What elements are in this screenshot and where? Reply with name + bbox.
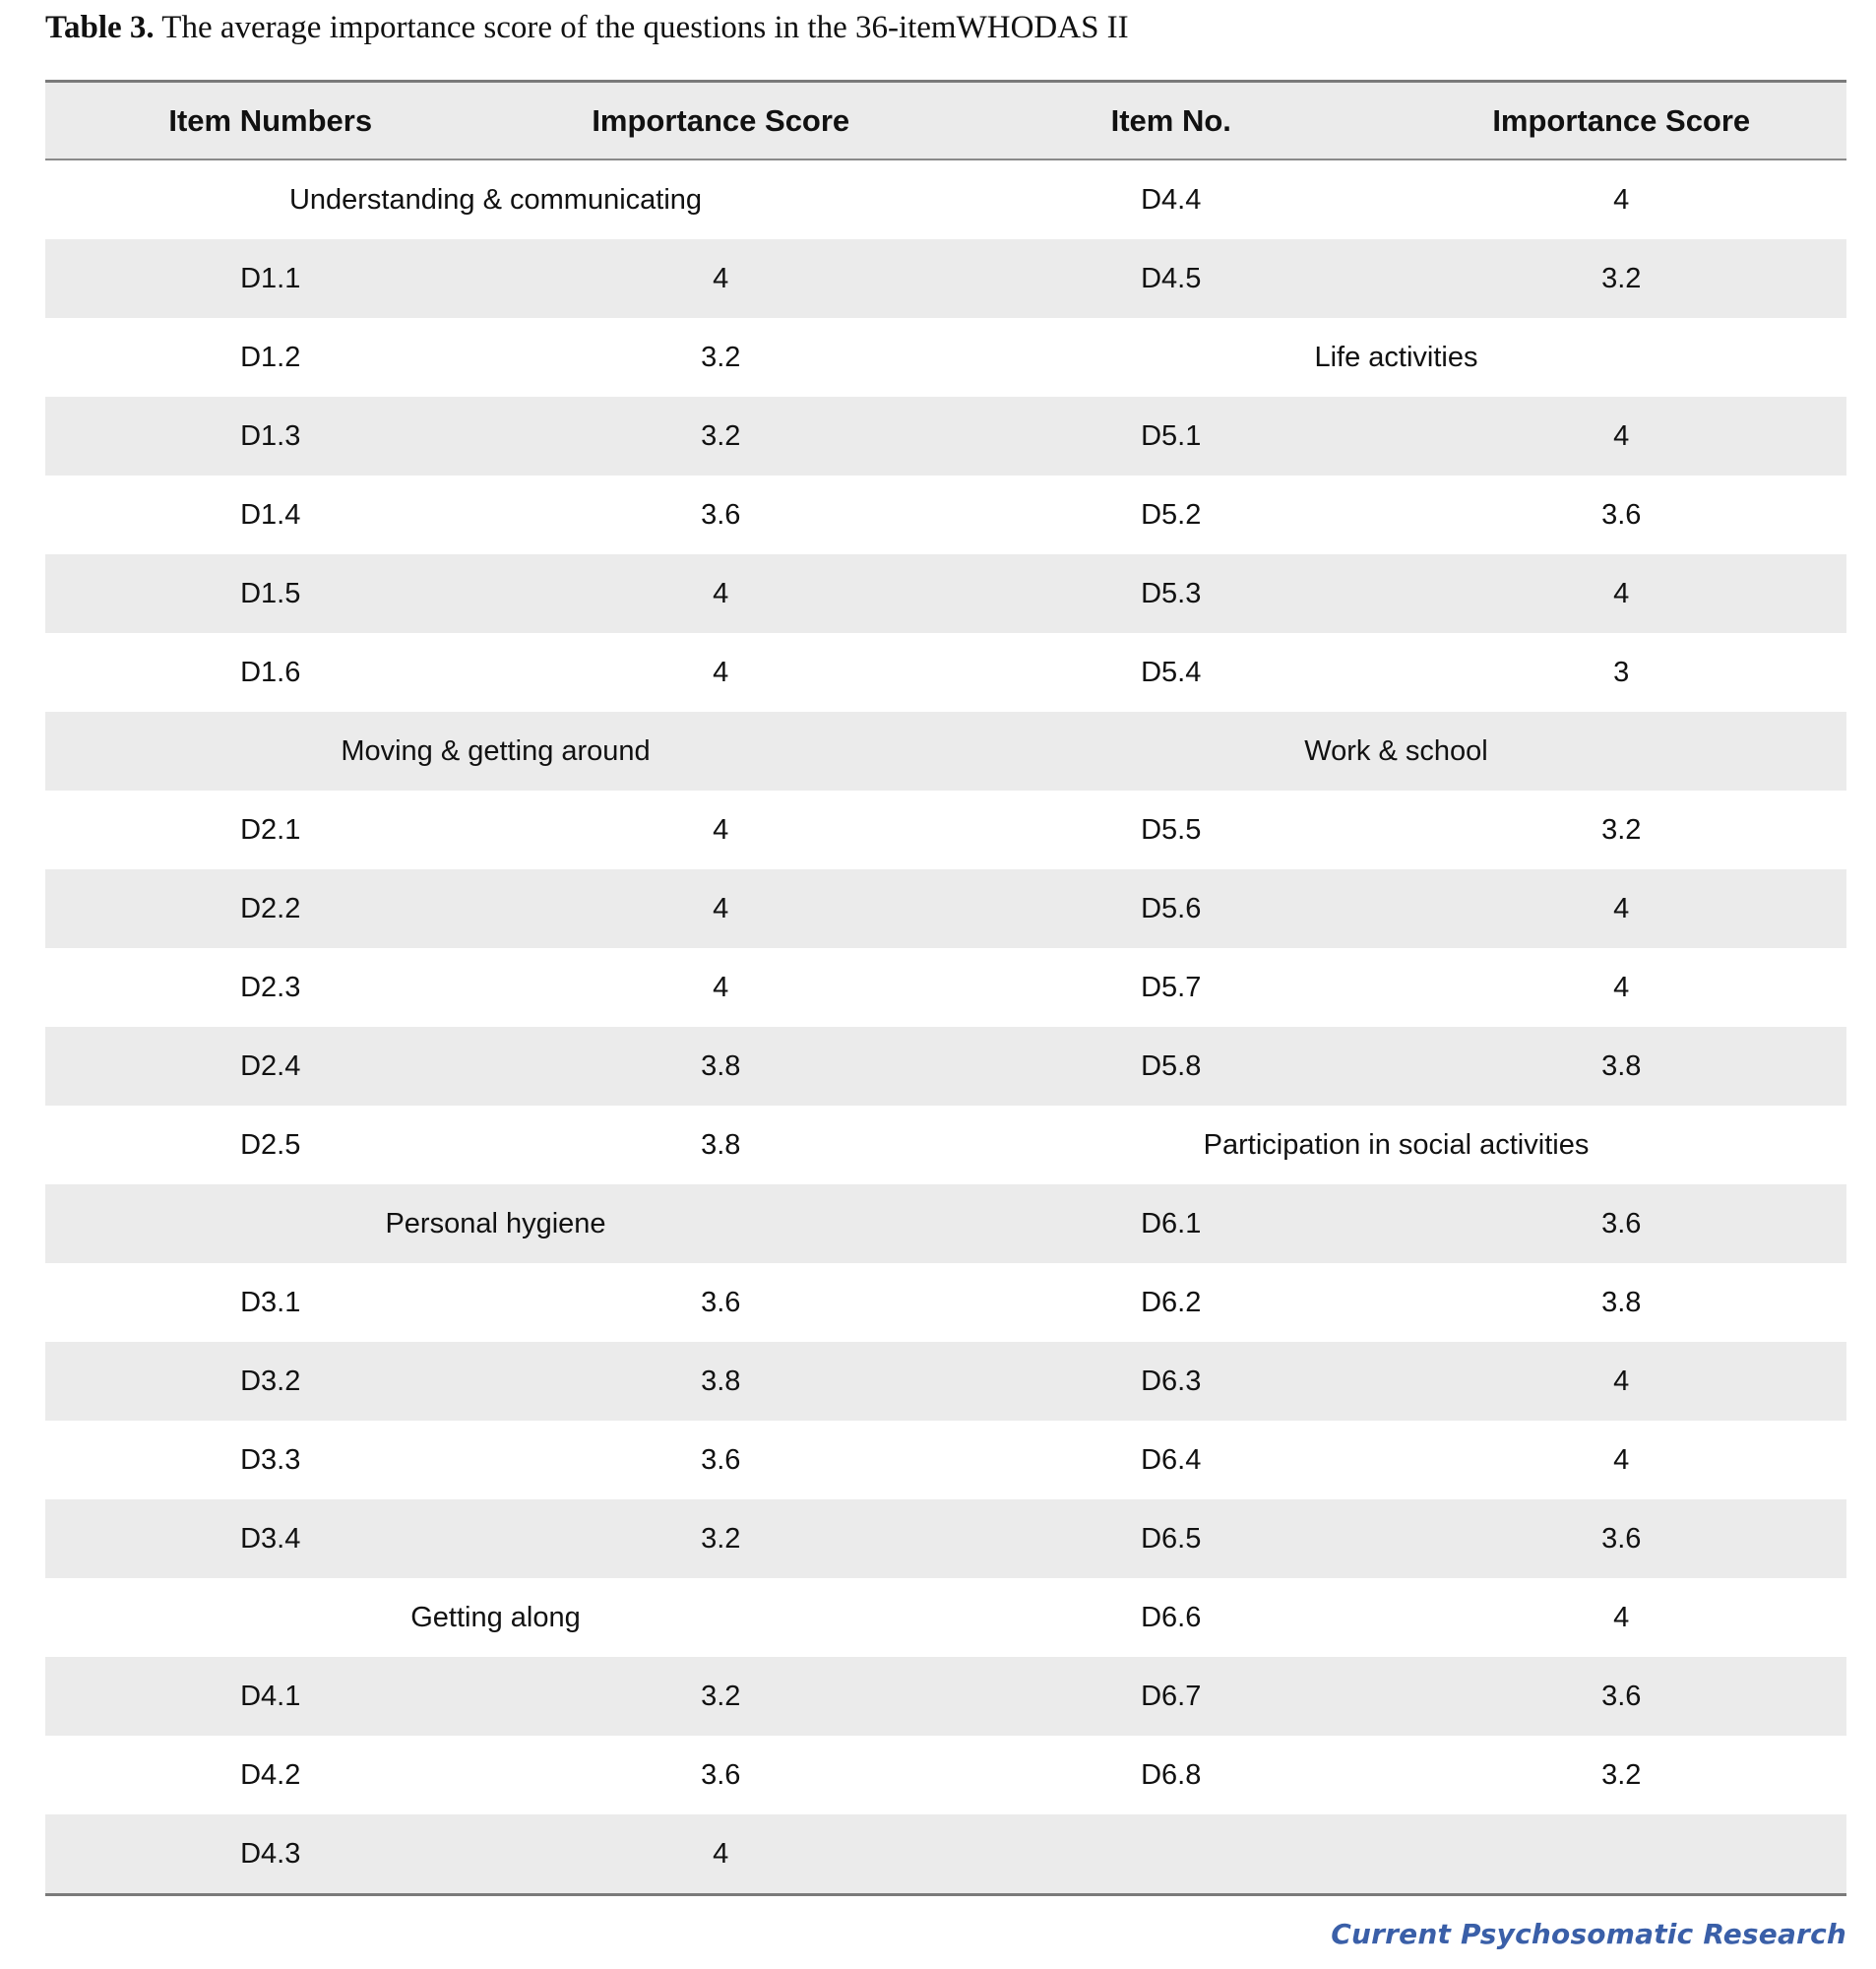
- table-cell: 4: [496, 1814, 947, 1893]
- table-cell: 3.8: [1397, 1027, 1847, 1106]
- table-row: [45, 1578, 1846, 1657]
- table-cell: D1.4: [45, 476, 496, 554]
- table-cell: 4: [496, 948, 947, 1027]
- table-cell: D6.1: [946, 1184, 1397, 1263]
- table-cell: 3.6: [1397, 1184, 1847, 1263]
- table-cell: D5.3: [946, 554, 1397, 633]
- table-cell: D6.2: [946, 1263, 1397, 1342]
- table-row: [45, 159, 1846, 239]
- domain-section-label: Getting along: [45, 1578, 946, 1657]
- table-cell: D2.3: [45, 948, 496, 1027]
- table-row: [45, 948, 1846, 1027]
- table-header-row: [45, 83, 1846, 159]
- table-row: [45, 318, 1846, 397]
- table-cell: D4.5: [946, 239, 1397, 318]
- table-cell: 3.6: [496, 476, 947, 554]
- table-cell: 4: [496, 869, 947, 948]
- table-cell: 3.8: [496, 1027, 947, 1106]
- domain-section-label: Life activities: [946, 318, 1846, 397]
- table-caption-text: The average importance score of the questions in the 36-itemWHODAS II: [154, 10, 1129, 45]
- table-row: [45, 633, 1846, 712]
- header-item-numbers: Item Numbers: [45, 83, 496, 159]
- table-cell: D5.8: [946, 1027, 1397, 1106]
- table-cell: D6.3: [946, 1342, 1397, 1421]
- table-cell: 4: [1397, 397, 1847, 476]
- domain-section-label: Understanding & communicating: [45, 159, 946, 239]
- table-cell: 3: [1397, 633, 1847, 712]
- table-cell: 4: [1397, 1578, 1847, 1657]
- table-row: [45, 1027, 1846, 1106]
- table-cell: D3.1: [45, 1263, 496, 1342]
- domain-section-label: Work & school: [946, 712, 1846, 791]
- table-cell: D6.4: [946, 1421, 1397, 1499]
- table-cell: 3.2: [496, 1499, 947, 1578]
- table-header: [45, 83, 1846, 159]
- table-cell: 3.6: [1397, 1657, 1847, 1736]
- table-row: [45, 397, 1846, 476]
- table-caption-label: Table 3.: [45, 10, 155, 45]
- table-body: [45, 159, 1846, 1893]
- table-row: [45, 476, 1846, 554]
- table-cell: 4: [496, 239, 947, 318]
- table-cell: D5.2: [946, 476, 1397, 554]
- table-cell: D4.1: [45, 1657, 496, 1736]
- table-cell: 4: [496, 633, 947, 712]
- table-cell: D5.4: [946, 633, 1397, 712]
- table-cell: D2.1: [45, 791, 496, 869]
- table-cell: 3.6: [1397, 476, 1847, 554]
- table-row: [45, 791, 1846, 869]
- table-row: [45, 1184, 1846, 1263]
- table-cell: D1.6: [45, 633, 496, 712]
- table-cell: 3.8: [1397, 1263, 1847, 1342]
- table-row: [45, 1342, 1846, 1421]
- table-cell: 3.2: [496, 1657, 947, 1736]
- table-cell: 3.2: [496, 397, 947, 476]
- table-row: [45, 239, 1846, 318]
- table-cell: 3.6: [496, 1263, 947, 1342]
- table-row: [45, 1263, 1846, 1342]
- table-cell: D1.3: [45, 397, 496, 476]
- table-row: [45, 554, 1846, 633]
- domain-section-label: Moving & getting around: [45, 712, 946, 791]
- table-cell: 3.2: [1397, 791, 1847, 869]
- table-cell: 4: [496, 791, 947, 869]
- table-cell: D6.7: [946, 1657, 1397, 1736]
- table-row: [45, 1657, 1846, 1736]
- table-caption: [45, 6, 1846, 49]
- table-cell: 4: [1397, 1342, 1847, 1421]
- table-cell: D4.2: [45, 1736, 496, 1814]
- table-row: [45, 1421, 1846, 1499]
- table-row: [45, 712, 1846, 791]
- table-cell: 3.2: [1397, 1736, 1847, 1814]
- table-cell: D5.5: [946, 791, 1397, 869]
- table-cell: 4: [1397, 869, 1847, 948]
- table-cell: 3.6: [496, 1736, 947, 1814]
- importance-score-table: [45, 83, 1846, 1893]
- table-cell: 4: [1397, 1421, 1847, 1499]
- table-cell: D5.1: [946, 397, 1397, 476]
- table-cell: D2.2: [45, 869, 496, 948]
- table-cell: [1397, 1814, 1847, 1893]
- domain-section-label: Personal hygiene: [45, 1184, 946, 1263]
- header-item-no: Item No.: [946, 83, 1397, 159]
- header-importance-score-left: Importance Score: [496, 83, 947, 159]
- table-cell: 4: [1397, 948, 1847, 1027]
- table-cell: 3.8: [496, 1342, 947, 1421]
- table-cell: D3.2: [45, 1342, 496, 1421]
- domain-section-label: Participation in social activities: [946, 1106, 1846, 1184]
- table-cell: D1.2: [45, 318, 496, 397]
- table-cell: D3.4: [45, 1499, 496, 1578]
- table-row: [45, 1106, 1846, 1184]
- table-cell: D5.6: [946, 869, 1397, 948]
- table-row: [45, 1814, 1846, 1893]
- table-row: [45, 1499, 1846, 1578]
- table-row: [45, 869, 1846, 948]
- table-cell: D4.4: [946, 159, 1397, 239]
- table-cell: 3.8: [496, 1106, 947, 1184]
- table-cell: D1.5: [45, 554, 496, 633]
- data-table-container: [45, 80, 1846, 1896]
- table-cell: 3.2: [496, 318, 947, 397]
- table-cell: [946, 1814, 1397, 1893]
- table-cell: 3.2: [1397, 239, 1847, 318]
- journal-brand-logo: Current Psychosomatic Research: [1331, 1918, 1846, 1950]
- table-cell: D6.6: [946, 1578, 1397, 1657]
- table-cell: D1.1: [45, 239, 496, 318]
- header-importance-score-right: Importance Score: [1397, 83, 1847, 159]
- table-cell: D3.3: [45, 1421, 496, 1499]
- table-cell: 4: [496, 554, 947, 633]
- table-cell: D6.8: [946, 1736, 1397, 1814]
- table-cell: D2.5: [45, 1106, 496, 1184]
- table-cell: D2.4: [45, 1027, 496, 1106]
- table-cell: D4.3: [45, 1814, 496, 1893]
- table-cell: 4: [1397, 554, 1847, 633]
- table-cell: D5.7: [946, 948, 1397, 1027]
- table-cell: 3.6: [496, 1421, 947, 1499]
- table-row: [45, 1736, 1846, 1814]
- table-cell: 4: [1397, 159, 1847, 239]
- table-cell: 3.6: [1397, 1499, 1847, 1578]
- table-cell: D6.5: [946, 1499, 1397, 1578]
